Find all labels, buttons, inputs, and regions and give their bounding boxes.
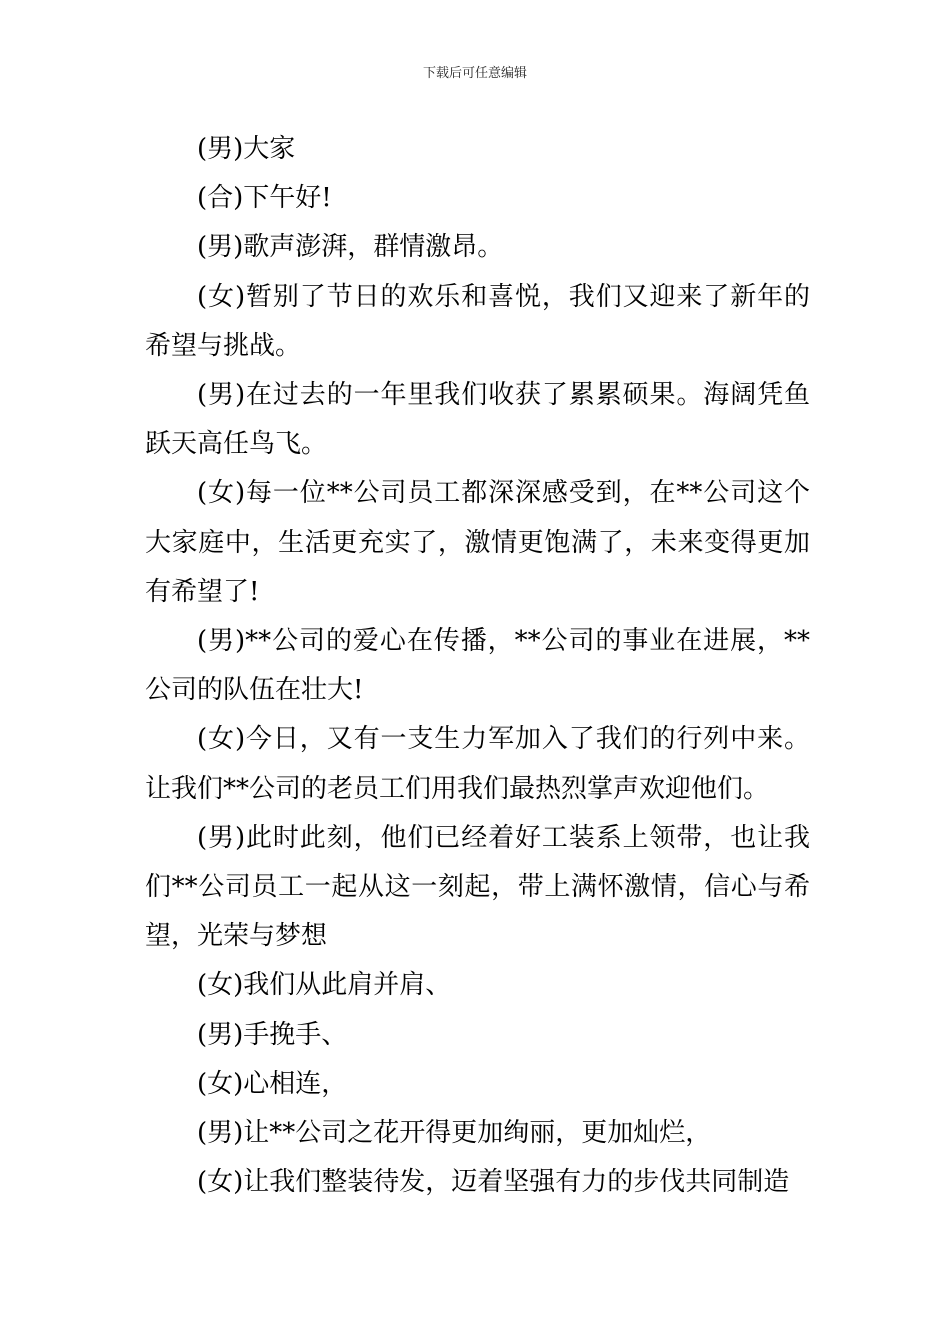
document-body: [145, 125, 810, 1207]
dialogue-line: (男)让**公司之花开得更加绚丽，更加灿烂，: [197, 1118, 712, 1149]
dialogue-line: (男)手挽手、: [197, 1019, 348, 1050]
dialogue-line: (女)心相连，: [197, 1068, 348, 1099]
dialogue-line: (合)下午好!: [197, 183, 332, 214]
dialogue-line: (女)让我们整装待发，迈着坚强有力的步伐共同制造: [197, 1167, 790, 1198]
dialogue-line: (男)在过去的一年里我们收获了累累硕果。海阔凭鱼跃天高任鸟飞。: [145, 380, 810, 460]
dialogue-line: (女)每一位**公司员工都深深感受到，在**公司这个大家庭中，生活更充实了，激情更饱满了，未来变得更加有希望了!: [145, 478, 810, 607]
dialogue-line: (女)暂别了节日的欢乐和喜悦，我们又迎来了新年的希望与挑战。: [145, 281, 810, 361]
page-header: 下载后可任意编辑: [422, 66, 527, 81]
dialogue-line: (女)今日，又有一支生力军加入了我们的行列中来。让我们**公司的老员工们用我们最热烈掌声欢迎他们。: [145, 724, 810, 804]
dialogue-line: (男)**公司的爱心在传播，**公司的事业在进展，**公司的队伍在壮大!: [145, 626, 810, 706]
dialogue-line: (男)大家: [197, 134, 296, 164]
dialogue-line: (女)我们从此肩并肩、: [197, 970, 452, 1001]
dialogue-line: (男)此时此刻，他们已经着好工装系上领带，也让我们**公司员工一起从这一刻起，带上满怀激情，信心与希望，光荣与梦想: [145, 822, 810, 952]
dialogue-line: (男)歌声澎湃，群情激昂。: [197, 232, 504, 263]
